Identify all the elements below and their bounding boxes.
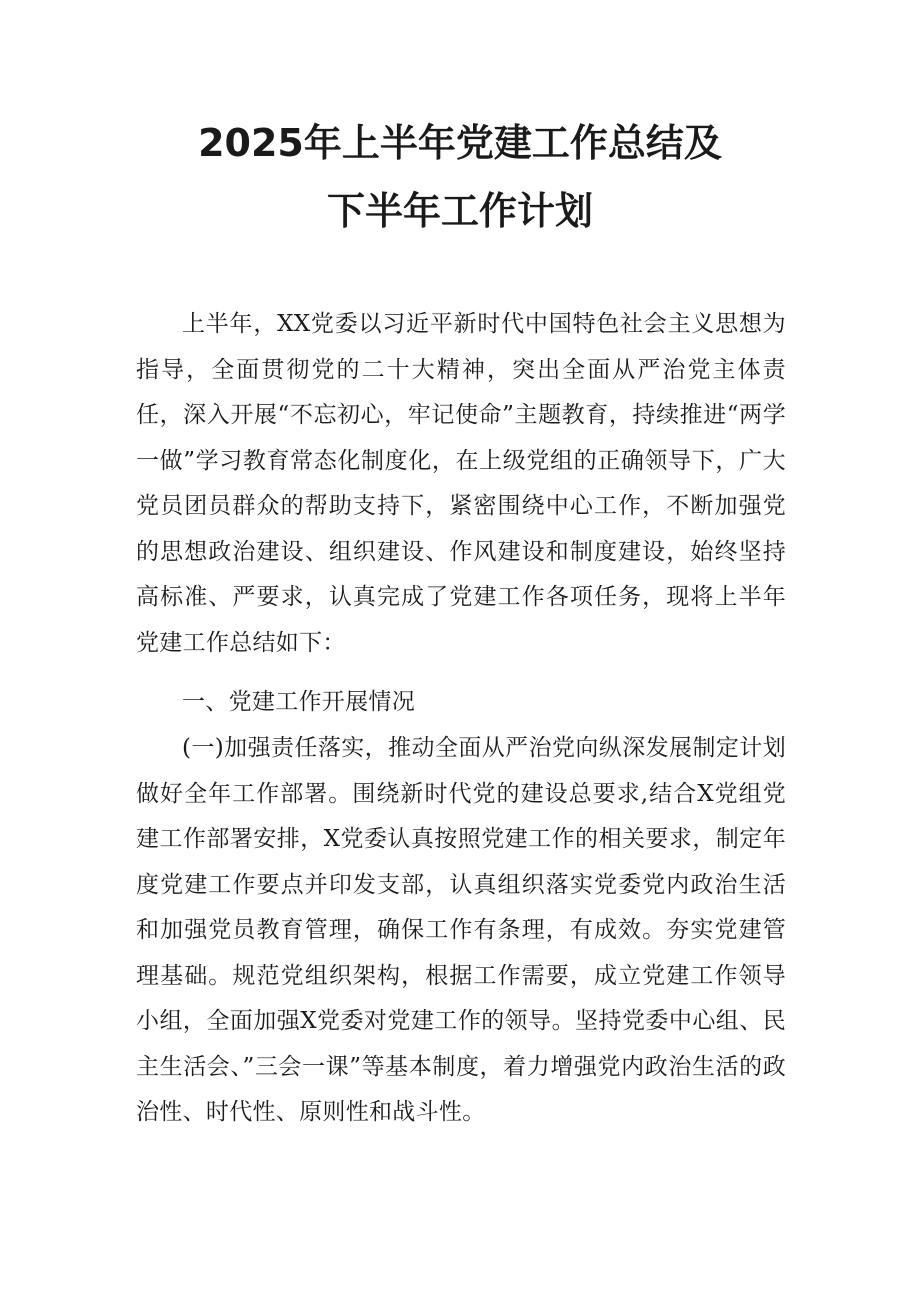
document-title-line-2: 下半年工作计划 (326, 189, 593, 233)
intro-paragraph: 上半年，XX党委以习近平新时代中国特色社会主义思想为指导，全面贯彻党的二十大精神，突出全面从严治党主体责任，深入开展“不忘初心，牢记使命”主题教育，持续推进“两学一做”学习教育常态化制度化，在上级党组的正确领导下，广大党员团员群众的帮助支持下，紧密围绕中心工作，不断加强党的思想政治建设、组织建设、作风建设和制度建设，始终坚持高标准、严要求，认真完成了党建工作各项任务，现将上半年党建工作总结如下： (136, 311, 786, 656)
section-heading: 一、党建工作开展情况 (182, 689, 415, 715)
subsection-paragraph: (一)加强责任落实，推动全面从严治党向纵深发展制定计划做好全年工作部署。围绕新时代党的建设总要求,结合X党组党建工作部署安排，X党委认真按照党建工作的相关要求，制定年度党建工作要点并印发支部，认真组织落实党委党内政治生活和加强党员教育管理，确保工作有条理，有成效。夯实党建管理基础。规范党组织架构，根据工作需要，成立党建工作领导小组，全面加强X党委对党建工作的领导。坚持党委中心组、民主生活会、”三会一课”等基本制度，着力增强党内政治生活的政治性、时代性、原则性和战斗性。 (136, 735, 786, 1125)
document-title-line-1: 2025年上半年党建工作总结及 (198, 121, 722, 165)
